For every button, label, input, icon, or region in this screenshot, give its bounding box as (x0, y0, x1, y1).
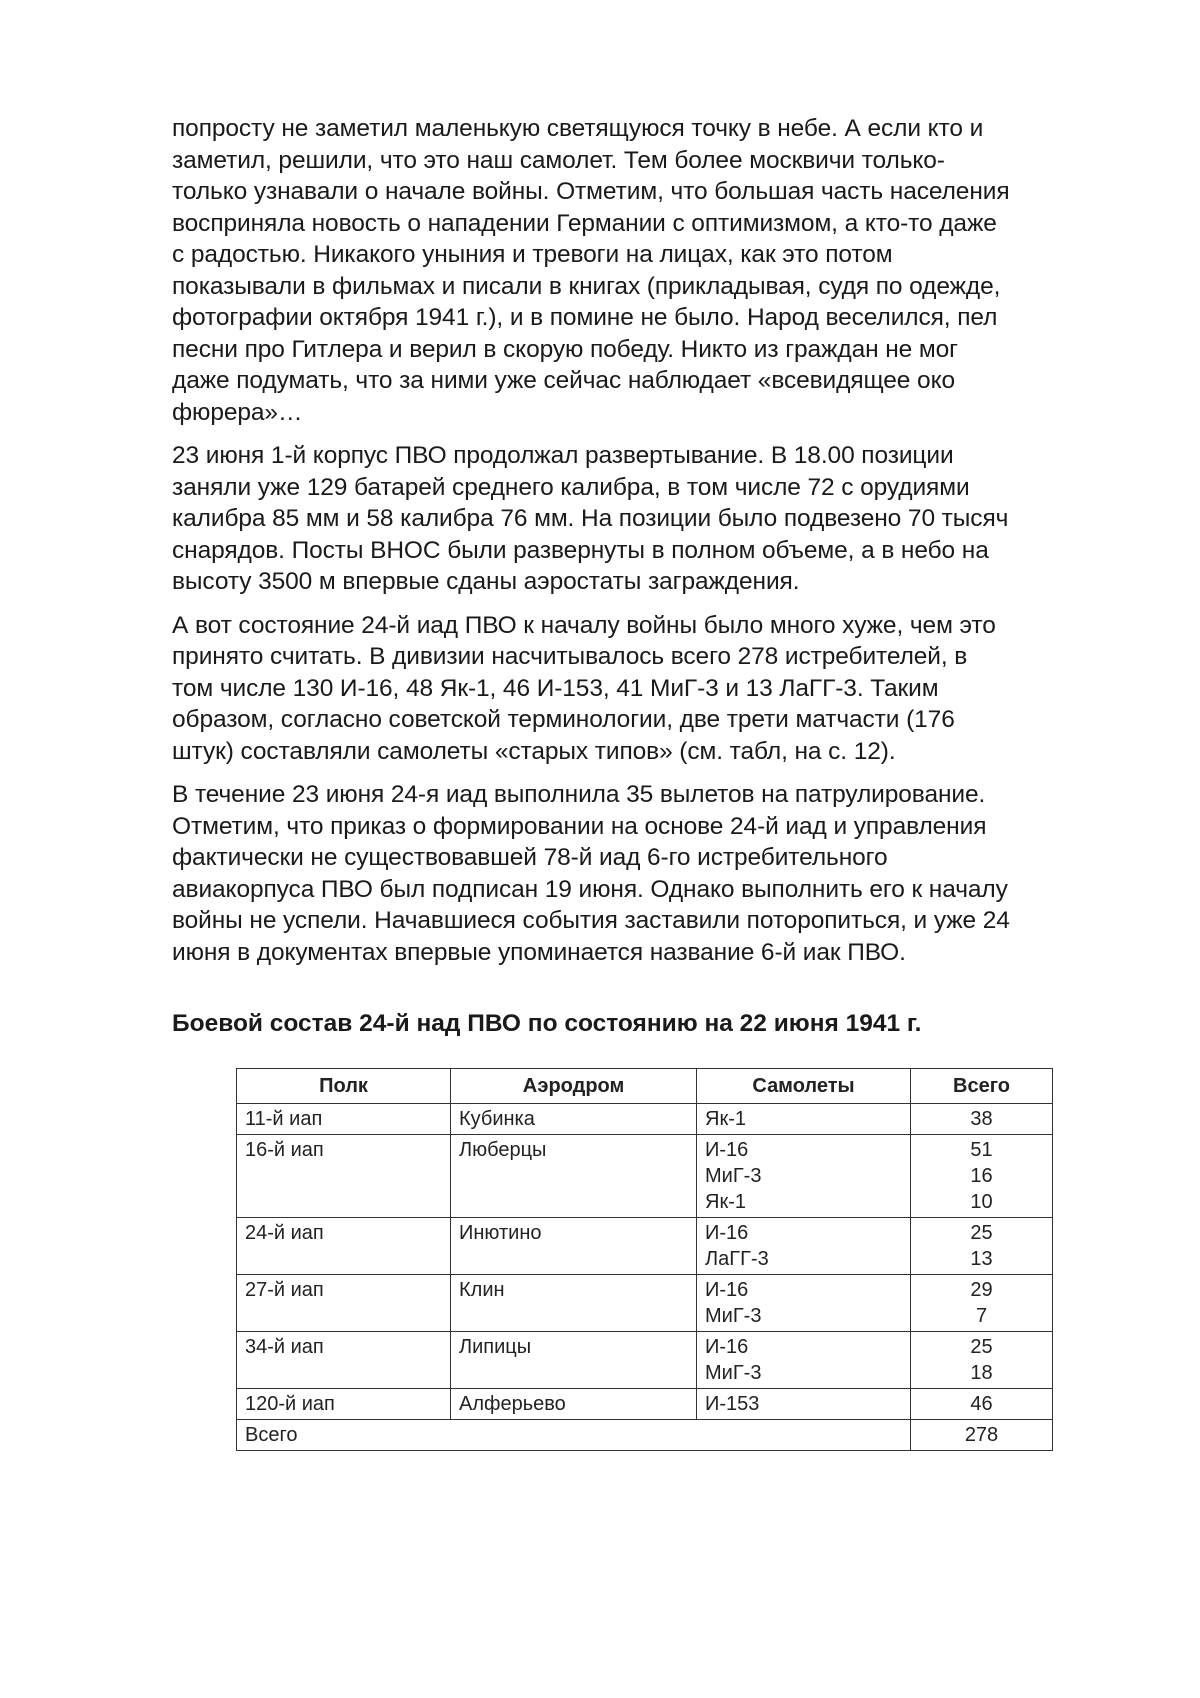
document-body (172, 113, 1122, 980)
plane-type: И-16 (705, 1279, 749, 1301)
planes-cell (697, 1218, 911, 1275)
table-title: Боевой состав 24-й над ПВО по состоянию на 22 июня 1941 г. (172, 1010, 922, 1037)
regiment-cell: 34-й иап (237, 1332, 451, 1389)
text-line: восприняла новость о нападении Германии с оптимизмом, а кто-то даже (172, 209, 997, 237)
airfield-cell: Липицы (451, 1332, 697, 1389)
text-line: с радостью. Никакого уныния и тревоги на лицах, как это потом (172, 241, 893, 268)
plane-type: МиГ-3 (705, 1165, 762, 1187)
plane-count: 29 (970, 1279, 993, 1301)
airfield-cell: Инютино (451, 1218, 697, 1275)
text-line: даже подумать, что за ними уже сейчас наблюдает «всевидящее око (172, 367, 955, 394)
airfield-cell: Кубинка (451, 1104, 697, 1135)
text-line: заняли уже 129 батарей среднего калибра, в том числе 72 с орудиями (172, 473, 970, 501)
table-header-row (237, 1069, 1053, 1104)
airfield-cell: Клин (451, 1275, 697, 1332)
plane-count: 13 (970, 1248, 993, 1270)
paragraph-3 (172, 610, 1122, 768)
count-cell (911, 1275, 1053, 1332)
text-line: заметил, решили, что это наш самолет. Тем более москвичи только- (172, 146, 945, 174)
plane-type: И-16 (705, 1222, 749, 1244)
regiment-cell: 120-й иап (237, 1389, 451, 1420)
text-line: фюрера»… (172, 398, 303, 426)
text-line: калибра 85 мм и 58 калибра 76 мм. На позиции было подвезено 70 тысяч (172, 505, 1009, 532)
text-line: высоту 3500 м впервые сданы аэростаты заграждения. (172, 568, 800, 595)
table-row (237, 1389, 1053, 1420)
plane-count: 16 (970, 1165, 993, 1187)
count-cell (911, 1332, 1053, 1389)
plane-count: 7 (975, 1305, 988, 1327)
text-line: принято считать. В дивизии насчитывалось всего 278 истребителей, в (172, 643, 968, 670)
text-line: фотографии октября 1941 г.), и в помине не было. Народ веселился, пел (172, 304, 998, 331)
text-line: снарядов. Посты ВНОС были развернуты в полном объеме, а в небо на (172, 536, 989, 564)
total-value: 278 (911, 1420, 1053, 1451)
table-total-row (237, 1420, 1053, 1451)
text-line: 23 июня 1-й корпус ПВО продолжал развертывание. В 18.00 позиции (172, 442, 954, 469)
count-cell (911, 1104, 1053, 1135)
plane-type: Як-1 (705, 1191, 746, 1213)
text-line: песни про Гитлера и верил в скорую победу. Никто из граждан не мог (172, 335, 959, 363)
column-header-total: Всего (911, 1069, 1053, 1104)
text-line: фактически не существовавшей 78-й иад 6-го истребительного (172, 844, 888, 871)
table-row (237, 1135, 1053, 1218)
plane-type: И-16 (705, 1139, 749, 1161)
paragraph-4 (172, 779, 1122, 968)
plane-type: И-16 (705, 1336, 749, 1358)
plane-type: ЛаГГ-3 (705, 1248, 769, 1270)
paragraph-2 (172, 440, 1122, 598)
text-line: Отметим, что приказ о формировании на основе 24-й иад и управления (172, 812, 987, 840)
planes-cell (697, 1104, 911, 1135)
plane-type: Як-1 (705, 1108, 746, 1130)
column-header-airfield: Аэродром (451, 1069, 697, 1104)
plane-count: 18 (970, 1362, 993, 1384)
regiment-cell: 24-й иап (237, 1218, 451, 1275)
plane-count: 25 (970, 1222, 993, 1244)
airfield-cell: Люберцы (451, 1135, 697, 1218)
text-line: показывали в фильмах и писали в книгах (прикладывая, судя по одежде, (172, 272, 1001, 300)
text-line: авиакорпуса ПВО был подписан 19 июня. Однако выполнить его к началу (172, 875, 1008, 903)
plane-count: 46 (970, 1393, 993, 1415)
text-line: только узнавали о начале войны. Отметим, что большая часть населения (172, 178, 1010, 205)
plane-count: 25 (970, 1336, 993, 1358)
text-line: войны не успели. Начавшиеся события заставили поторопиться, и уже 24 (172, 907, 1010, 934)
plane-type: МиГ-3 (705, 1362, 762, 1384)
planes-cell (697, 1332, 911, 1389)
text-line: А вот состояние 24-й иад ПВО к началу войны было много хуже, чем это (172, 611, 996, 639)
count-cell (911, 1218, 1053, 1275)
table-row (237, 1104, 1053, 1135)
airfield-cell: Алферьево (451, 1389, 697, 1420)
column-header-regiment: Полк (237, 1069, 451, 1104)
text-line: попросту не заметил маленькую светящуюся точку в небе. А если кто и (172, 115, 984, 142)
count-cell (911, 1389, 1053, 1420)
regiment-cell: 16-й иап (237, 1135, 451, 1218)
table-row (237, 1275, 1053, 1332)
count-cell (911, 1135, 1053, 1218)
planes-cell (697, 1389, 911, 1420)
fleet-table (236, 1068, 1053, 1451)
text-line: штук) составляли самолеты «старых типов» (см. табл, на с. 12). (172, 737, 896, 765)
regiment-cell: 11-й иап (237, 1104, 451, 1135)
plane-count: 51 (970, 1139, 993, 1161)
plane-type: И-153 (705, 1393, 760, 1415)
plane-count: 38 (970, 1108, 993, 1130)
column-header-planes: Самолеты (697, 1069, 911, 1104)
text-line: образом, согласно советской терминологии, две трети матчасти (176 (172, 706, 955, 733)
plane-count: 10 (970, 1191, 993, 1213)
plane-type: МиГ-3 (705, 1305, 762, 1327)
regiment-cell: 27-й иап (237, 1275, 451, 1332)
total-label: Всего (237, 1420, 911, 1451)
text-line: В течение 23 июня 24-я иад выполнила 35 вылетов на патрулирование. (172, 781, 986, 808)
planes-cell (697, 1275, 911, 1332)
table-row (237, 1218, 1053, 1275)
text-line: том числе 130 И-16, 48 Як-1, 46 И-153, 41 МиГ-3 и 13 ЛаГГ-3. Таким (172, 674, 939, 702)
table-row (237, 1332, 1053, 1389)
paragraph-1 (172, 113, 1122, 428)
text-line: июня в документах впервые упоминается название 6-й иак ПВО. (172, 938, 906, 966)
planes-cell (697, 1135, 911, 1218)
